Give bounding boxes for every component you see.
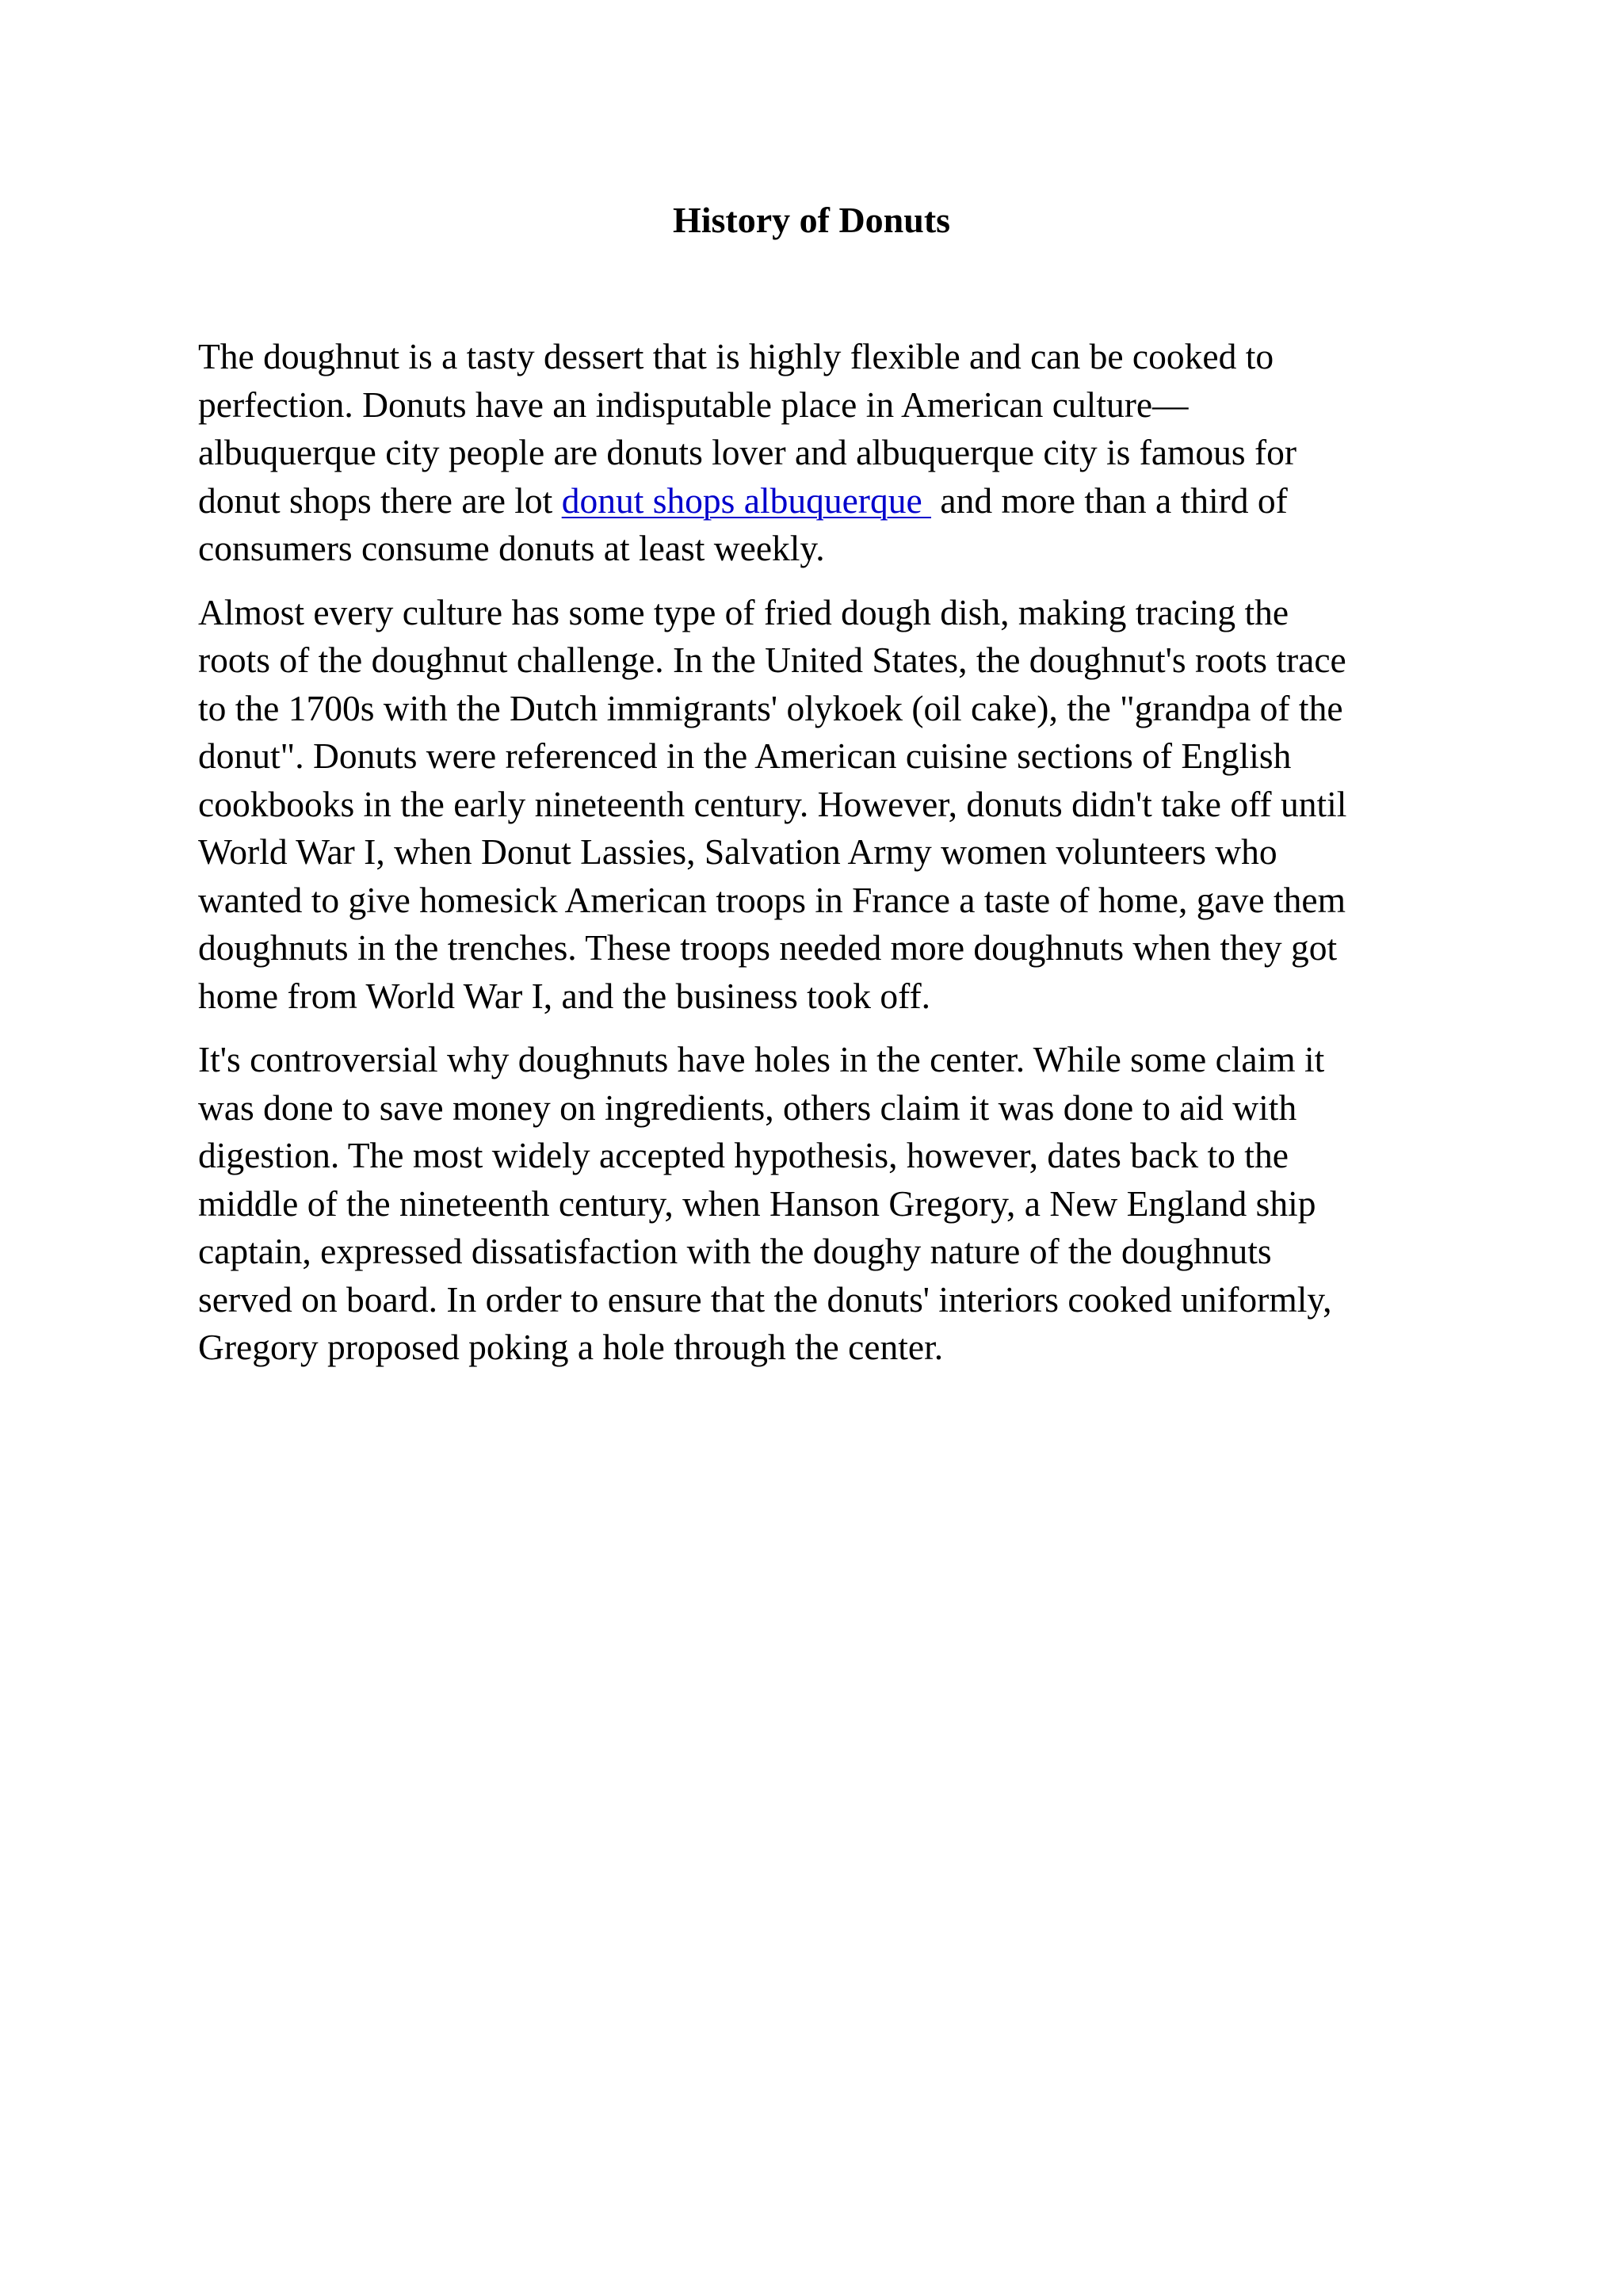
text-before-link: donut shops there are lot	[198, 479, 562, 521]
text-line: wanted to give homesick American troops in France a taste of home, gave them	[198, 879, 1346, 920]
text-line: cookbooks in the early nineteenth century. However, donuts didn't take off until	[198, 783, 1347, 824]
paragraph-3	[198, 1036, 1434, 1372]
text-line: middle of the nineteenth century, when Hanson Gregory, a New England ship	[198, 1182, 1316, 1224]
text-line: was done to save money on ingredients, others claim it was done to aid with	[198, 1087, 1297, 1128]
text-line: home from World War I, and the business took off.	[198, 975, 931, 1016]
text-line: It's controversial why doughnuts have holes in the center. While some claim it	[198, 1039, 1325, 1079]
text-line: served on board. In order to ensure that the donuts' interiors cooked uniformly,	[198, 1278, 1332, 1320]
text-line: World War I, when Donut Lassies, Salvation Army women volunteers who	[198, 831, 1277, 872]
text-line: perfection. Donuts have an indisputable place in American culture—	[198, 384, 1189, 425]
page-title: History of Donuts	[672, 200, 951, 240]
paragraph-1	[198, 333, 1434, 573]
text-line: consumers consume donuts at least weekly.	[198, 528, 825, 568]
text-line: digestion. The most widely accepted hypothesis, however, dates back to the	[198, 1135, 1289, 1175]
text-line: captain, expressed dissatisfaction with the doughy nature of the doughnuts	[198, 1231, 1272, 1271]
document-body	[198, 333, 1434, 1388]
text-line: roots of the doughnut challenge. In the United States, the doughnut's roots trace	[198, 640, 1346, 680]
text-line: albuquerque city people are donuts lover and albuquerque city is famous for	[198, 432, 1297, 472]
paragraph-2	[198, 589, 1434, 1021]
text-line: donut". Donuts were referenced in the American cuisine sections of English	[198, 735, 1292, 776]
text-line-with-link	[198, 477, 1434, 525]
text-line: doughnuts in the trenches. These troops needed more doughnuts when they got	[198, 927, 1338, 968]
text-line: Almost every culture has some type of fried dough dish, making tracing the	[198, 591, 1289, 632]
text-line: The doughnut is a tasty dessert that is highly flexible and can be cooked to	[198, 336, 1274, 376]
donut-shops-albuquerque-link[interactable]: donut shops albuquerque	[561, 479, 932, 521]
text-after-link: and more than a third of	[931, 479, 1288, 521]
text-line: to the 1700s with the Dutch immigrants' olykoek (oil cake), the "grandpa of the	[198, 687, 1343, 728]
text-line: Gregory proposed poking a hole through the center.	[198, 1327, 944, 1367]
